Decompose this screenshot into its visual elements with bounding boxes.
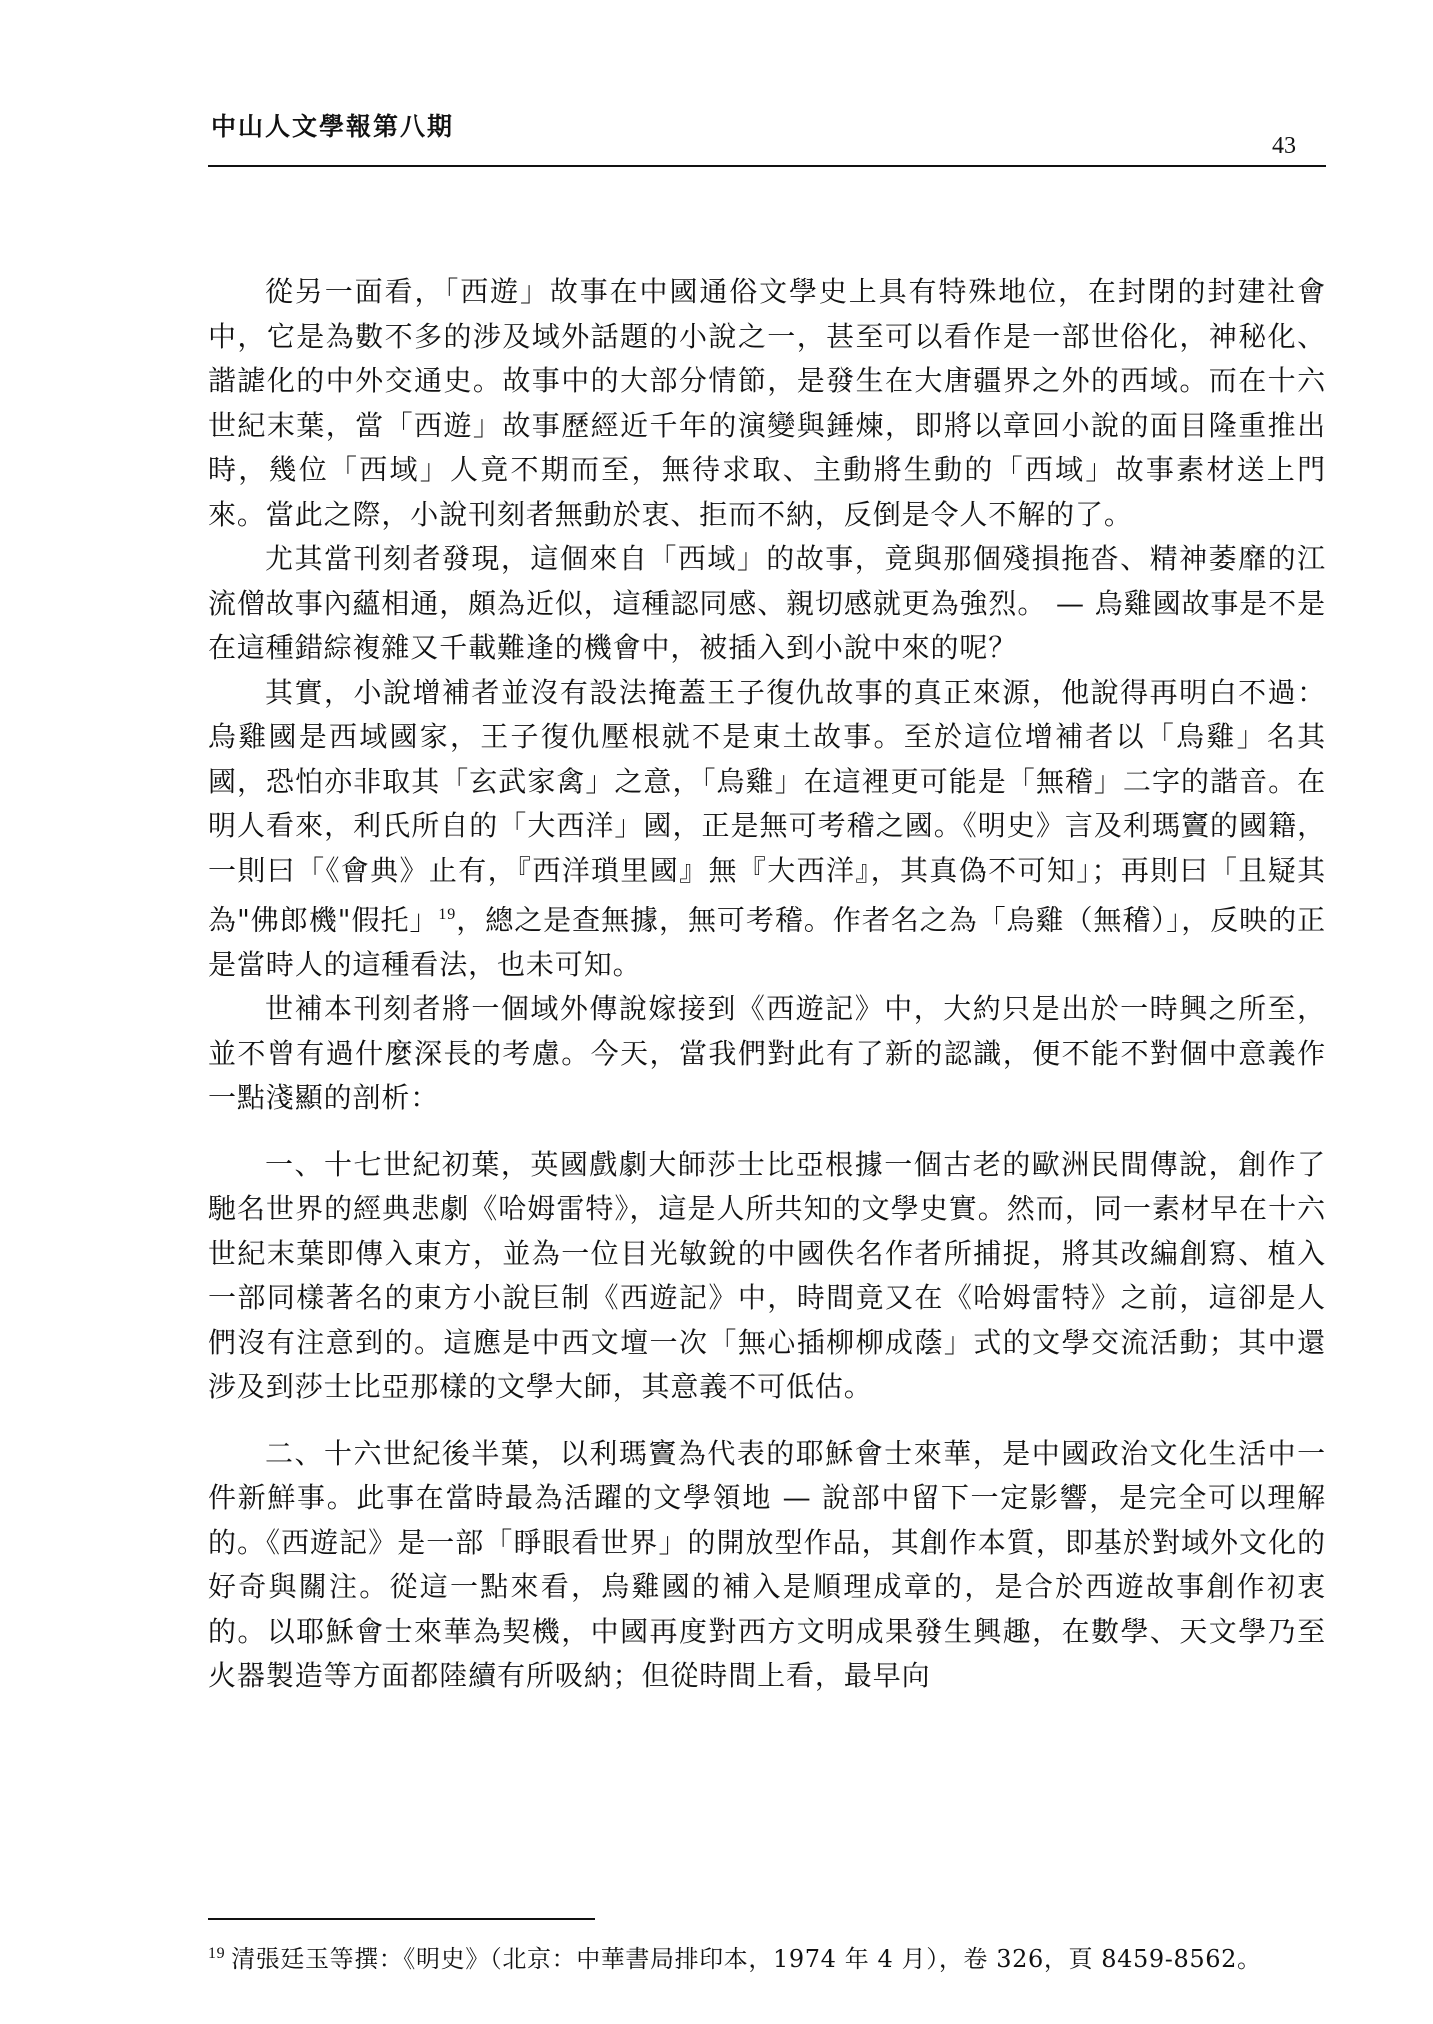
page-number: 43 <box>1272 133 1296 159</box>
body-text <box>208 270 1326 1699</box>
footnote-text: 清張廷玉等撰：《明史》（北京：中華書局排印本，1974 年 4 月），卷 326，頁 8459-8562。 <box>231 1945 1262 1973</box>
paragraph-6: 二、十六世紀後半葉，以利瑪竇為代表的耶穌會士來華，是中國政治文化生活中一件新鮮事。此事在當時最為活躍的文學領地 — 說部中留下一定影響，是完全可以理解的。《西遊記》是一部「睜眼看世界」的開放型作品，其創作本質，即基於對域外文化的好奇與關注。從這一點來看，烏雞國的補入是順理成章的，是合於西遊故事創作初衷的。以耶穌會士來華為契機，中國再度對西方文明成果發生興趣，在數學、天文學乃至火器製造等方面都陸續有所吸納；但從時間上看，最早向 <box>208 1436 1326 1693</box>
footnote <box>208 1938 1326 1975</box>
footnote-rule <box>208 1918 595 1920</box>
journal-title: 中山人文學報第八期 <box>211 112 455 141</box>
paragraph-1: 從另一面看，「西遊」故事在中國通俗文學史上具有特殊地位，在封閉的封建社會中，它是為數不多的涉及域外話題的小說之一，甚至可以看作是一部世俗化，神秘化、諧謔化的中外交通史。故事中的大部分情節，是發生在大唐疆界之外的西域。而在十六世紀末葉，當「西遊」故事歷經近千年的演變與錘煉，即將以章回小說的面目隆重推出時，幾位「西域」人竟不期而至，無待求取、主動將生動的「西域」故事素材送上門來。當此之際，小說刊刻者無動於衷、拒而不納，反倒是令人不解的了。 <box>208 275 1326 531</box>
paragraph-3 <box>208 671 1326 988</box>
header-rule <box>208 165 1326 167</box>
paragraph-5: 一、十七世紀初葉，英國戲劇大師莎士比亞根據一個古老的歐洲民間傳說，創作了馳名世界的經典悲劇《哈姆雷特》，這是人所共知的文學史實。然而，同一素材早在十六世紀末葉即傳入東方，並為一位目光敏銳的中國佚名作者所捕捉，將其改編創寫、植入一部同樣著名的東方小說巨制《西遊記》中，時間竟又在《哈姆雷特》之前，這卻是人們沒有注意到的。這應是中西文壇一次「無心插柳柳成蔭」式的文學交流活動；其中還涉及到莎士比亞那樣的文學大師，其意義不可低估。 <box>208 1147 1326 1404</box>
paragraph-3-text-a: 其實，小說增補者並沒有設法掩蓋王子復仇故事的真正來源，他說得再明白不過：烏雞國是西域國家，王子復仇壓根就不是東土故事。至於這位增補者以「烏雞」名其國，恐怕亦非取其「玄武家禽」之意，「烏雞」在這裡更可能是「無稽」二字的諧音。在明人看來，利氏所自的「大西洋」國，正是無可考稽之國。《明史》言及利瑪竇的國籍，一則曰「《會典》止有，『西洋瑣里國』無『大西洋』，其真偽不可知」；再則曰「且疑其為"佛郎機"假托」 <box>208 675 1326 937</box>
paragraph-3-text-b: ，總之是查無據，無可考稽。作者名之為「烏雞（無稽）」，反映的正是當時人的這種看法，也未可知。 <box>208 903 1326 981</box>
paragraph-4: 世補本刊刻者將一個域外傳說嫁接到《西遊記》中，大約只是出於一時興之所至，並不曾有過什麼深長的考慮。今天，當我們對此有了新的認識，便不能不對個中意義作一點淺顯的剖析： <box>208 992 1326 1115</box>
paragraph-2: 尤其當刊刻者發現，這個來自「西域」的故事，竟與那個殘損拖沓、精神萎靡的江流僧故事內蘊相通，頗為近似，這種認同感、親切感就更為強烈。 — 烏雞國故事是不是在這種錯綜複雜又千載難逢的機會中，被插入到小說中來的呢？ <box>208 542 1326 664</box>
footnote-mark: 19 <box>208 1945 226 1962</box>
footnote-reference[interactable]: 19 <box>438 906 457 923</box>
